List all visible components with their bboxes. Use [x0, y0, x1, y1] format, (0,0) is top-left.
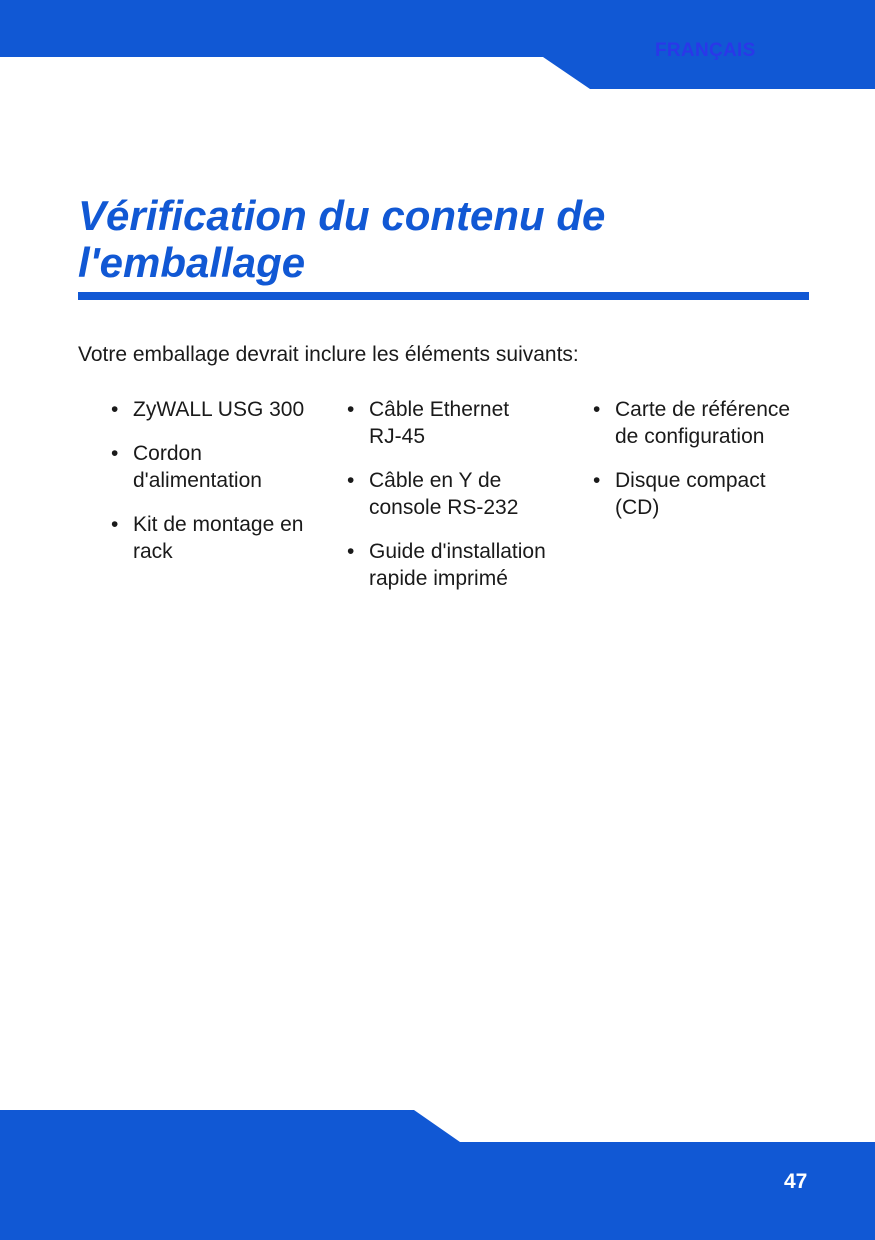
list-item: • ZyWALL USG 300	[111, 398, 305, 421]
bullet: •	[111, 442, 119, 465]
bullet: •	[593, 398, 601, 421]
list-item: • Cordon d'alimentation	[111, 442, 262, 492]
bullet: •	[111, 398, 119, 421]
package-list-column-2	[347, 396, 547, 609]
list-item: • Câble Ethernet RJ-45	[347, 398, 510, 448]
intro-text: Votre emballage devrait inclure les éléments suivants:	[78, 343, 579, 366]
package-list-column-1	[111, 396, 311, 582]
page-title: Vérification du contenu de l'emballage	[78, 192, 606, 286]
list-item: • Kit de montage en rack	[111, 513, 304, 563]
list-item: • Carte de référence de configuration	[593, 398, 791, 448]
footer-band	[0, 1110, 875, 1240]
bullet: •	[347, 540, 355, 563]
list-item: • Guide d'installation rapide imprimé	[347, 540, 546, 590]
bullet: •	[593, 469, 601, 492]
language-label: FRANÇAIS	[655, 40, 756, 61]
page-number: 47	[784, 1170, 808, 1193]
package-list-column-3	[593, 396, 798, 538]
list-item: • Câble en Y de console RS-232	[347, 469, 519, 519]
bullet: •	[347, 469, 355, 492]
bullet: •	[111, 513, 119, 536]
title-rule	[78, 292, 809, 300]
bullet: •	[347, 398, 355, 421]
list-item: • Disque compact (CD)	[593, 469, 766, 519]
